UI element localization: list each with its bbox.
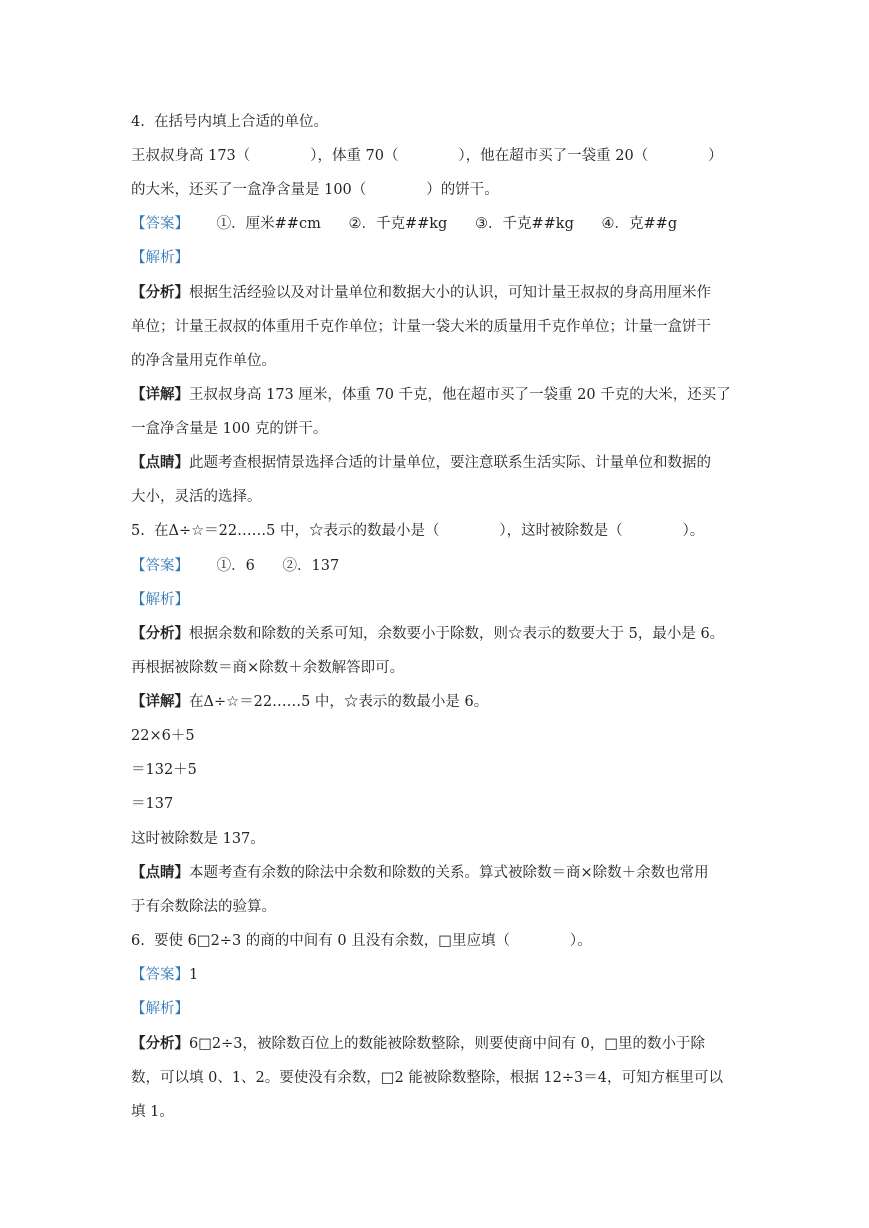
q6-title: 6. 要使 6□2÷3 的商的中间有 0 且没有余数，□里应填（ ）。 [131,933,592,949]
q5-jiexi-row [131,590,189,610]
q5-answer: ①．6 ②．137 [189,558,340,574]
xiangjie-tag: 【详解】 [131,693,189,710]
q5-xiangjie-line1 [131,692,488,712]
q4-fenxi-line3: 的净含量用克作单位。 [131,353,276,369]
q5-xiangjie-text1: 在Δ÷☆＝22……5 中，☆表示的数最小是 6。 [189,694,489,710]
fenxi-tag: 【分析】 [131,1035,189,1052]
jiexi-tag: 【解析】 [131,1001,189,1017]
q6-fenxi-text1: 6□2÷3，被除数百位上的数能被除数整除，则要使商中间有 0，□里的数小于除 [189,1036,706,1052]
q5-answer-row [131,556,339,576]
jiexi-tag: 【解析】 [131,250,189,266]
q6-answer: 1 [189,967,199,983]
q6-answer-row [131,965,198,985]
fenxi-tag: 【分析】 [131,284,189,301]
q5-calc-line3: ＝137 [131,796,174,812]
q4-answer: ①．厘米##cm ②．千克##kg ③．千克##kg ④．克##g [189,216,678,232]
q6-fenxi-line3: 填 1。 [131,1104,174,1120]
jiexi-tag: 【解析】 [131,592,189,608]
q5-dianjing-line1 [131,863,709,883]
q5-conclusion: 这时被除数是 137。 [131,831,265,847]
q4-title: 4. 在括号内填上合适的单位。 [131,114,329,130]
q4-dianjing-text1: 此题考查根据情景选择合适的计量单位，要注意联系生活实际、计量单位和数据的 [189,455,711,471]
q4-question-line2: 的大米，还买了一盒净含量是 100（ ）的饼干。 [131,182,499,198]
answer-tag: 【答案】 [131,967,189,983]
q5-title: 5. 在Δ÷☆＝22……5 中，☆表示的数最小是（ ），这时被除数是（ ）。 [131,523,705,539]
q5-dianjing-text1: 本题考查有余数的除法中余数和除数的关系。算式被除数＝商×除数＋余数也常用 [189,865,709,881]
answer-tag: 【答案】 [131,216,189,232]
q4-answer-row [131,214,677,234]
xiangjie-tag: 【详解】 [131,386,189,403]
dianjing-tag: 【点睛】 [131,454,189,471]
q5-calc-line1: 22×6＋5 [131,728,195,744]
answer-tag: 【答案】 [131,558,189,574]
q5-fenxi-line2: 再根据被除数＝商×除数＋余数解答即可。 [131,660,405,676]
q4-xiangjie-line1 [131,385,731,405]
q4-xiangjie-text1: 王叔叔身高 173 厘米，体重 70 千克，他在超市买了一袋重 20 千克的大米，还买了 [189,387,731,403]
q4-dianjing-line2: 大小，灵活的选择。 [131,489,262,505]
fenxi-tag: 【分析】 [131,625,189,642]
q4-fenxi-line1 [131,283,711,303]
q4-jiexi-row [131,248,189,268]
q4-xiangjie-line2: 一盒净含量是 100 克的饼干。 [131,421,328,437]
q4-dianjing-line1 [131,453,711,473]
q6-fenxi-line2: 数，可以填 0、1、2。要使没有余数，□2 能被除数整除，根据 12÷3＝4，可知方框里可以 [131,1070,723,1086]
q6-jiexi-row [131,999,189,1019]
q5-calc-line2: ＝132＋5 [131,762,197,778]
q5-fenxi-line1 [131,624,724,644]
q4-fenxi-text1: 根据生活经验以及对计量单位和数据大小的认识，可知计量王叔叔的身高用厘米作 [189,285,711,301]
q5-fenxi-text1: 根据余数和除数的关系可知，余数要小于除数，则☆表示的数要大于 5，最小是 6。 [189,626,725,642]
dianjing-tag: 【点睛】 [131,864,189,881]
q4-question-line1: 王叔叔身高 173（ ），体重 70（ ），他在超市买了一袋重 20（ ） [131,148,723,164]
q4-fenxi-line2: 单位；计量王叔叔的体重用千克作单位；计量一袋大米的质量用千克作单位；计量一盒饼干 [131,319,711,335]
q5-dianjing-line2: 于有余数除法的验算。 [131,899,276,915]
q6-fenxi-line1 [131,1034,705,1054]
